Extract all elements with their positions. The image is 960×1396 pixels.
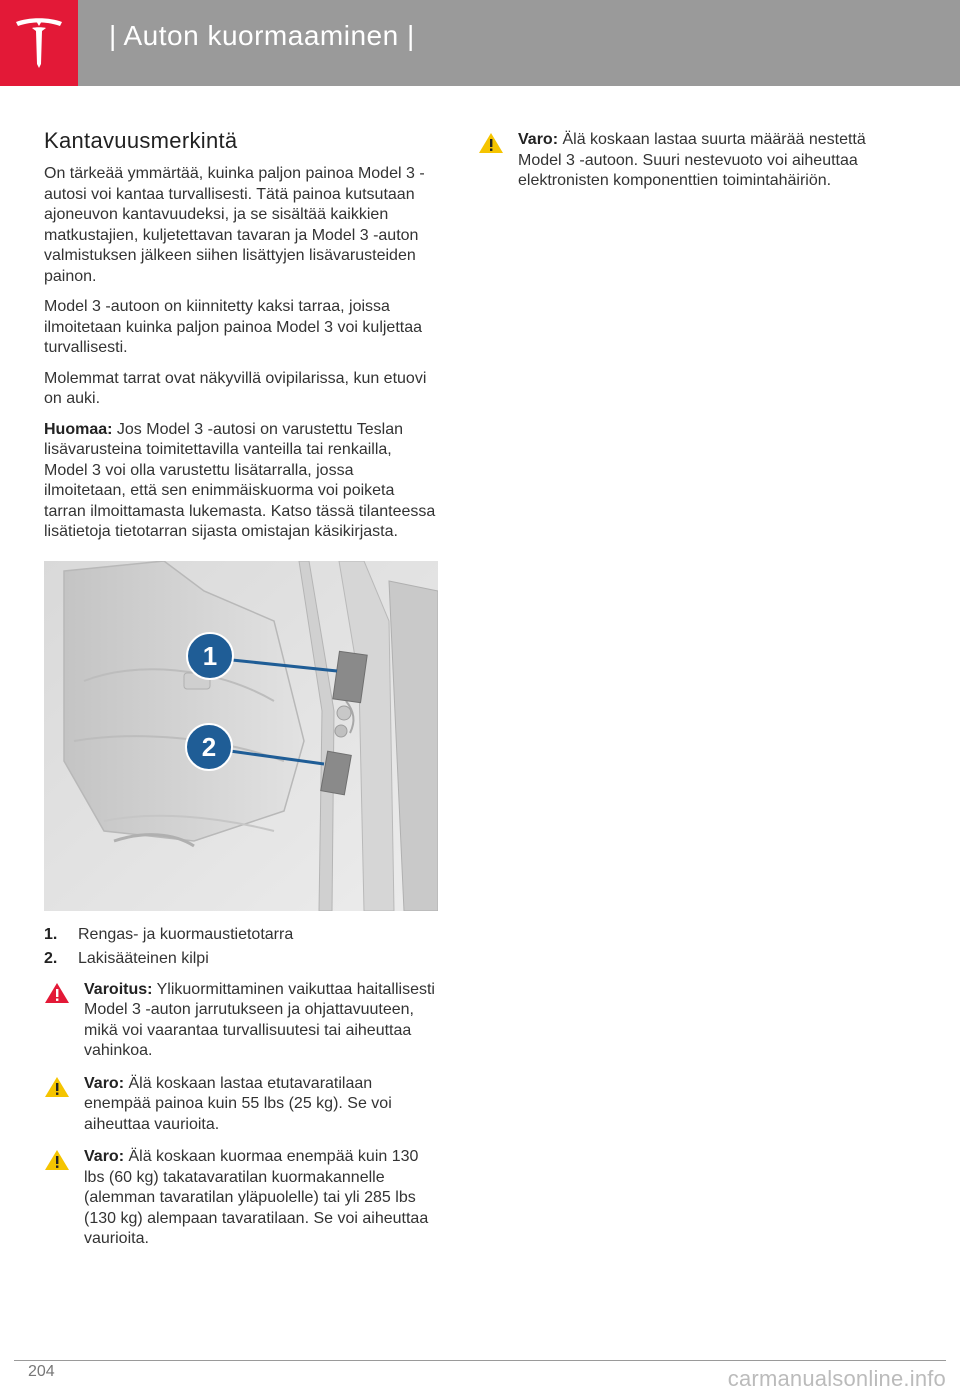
callout-1 — [187, 633, 233, 679]
section-heading: Kantavuusmerkintä — [44, 128, 238, 153]
watermark: carmanualsonline.info — [727, 1366, 946, 1391]
page-title: | Auton kuormaaminen | — [109, 20, 415, 51]
warning-callout: Varoitus: Ylikuormittaminen vaikuttaa haitallisesti Model 3 -auton jarrutukseen ja ohjattavuuteen, mikä voi vaarantaa turvallisuutesi tai aiheuttaa vahinkoa. — [44, 980, 438, 1062]
callout-2 — [186, 724, 232, 770]
door-pillar-illustration — [44, 561, 438, 911]
caution-yellow-icon — [44, 1149, 70, 1171]
brand-logo-box — [0, 0, 78, 86]
caution-callout: Varo: Älä koskaan lastaa etutavaratilaan enempää painoa kuin 55 lbs (25 kg). Se voi aiheuttaa vaurioita. — [44, 1074, 438, 1136]
svg-text:1: 1 — [202, 640, 218, 671]
left-column — [44, 128, 438, 1262]
car-door-pillar-image — [44, 561, 438, 911]
paragraph-1: On tärkeää ymmärtää, kuinka paljon painoa Model 3 -autosi voi kantaa turvallisesti. Tätä painoa kutsutaan ajoneuvon kantavuudeksi, ja se sisältää kaikkien matkustajien, kuljetettavan tavaran ja Model 3 -auton valmistuksen jälkeen siihen lisättyjen lisävarusteiden painon. — [44, 165, 425, 285]
caution-yellow-icon — [44, 1076, 70, 1098]
paragraph-3: Molemmat tarrat ovat näkyvillä ovipilarissa, kun etuovi on auki. — [44, 369, 427, 407]
paragraph-2: Model 3 -autoon on kiinnitetty kaksi tarraa, joissa ilmoitetaan kuinka paljon painoa Model 3 voi kuljettaa turvallisesti. — [44, 298, 423, 356]
caution-callout: Varo: Älä koskaan lastaa suurta määrää nestettä Model 3 -autoon. Suuri nestevuoto voi aiheuttaa elektronisten komponenttien toimintahäiriön. — [478, 130, 878, 192]
note-label: Huomaa: — [44, 420, 113, 438]
list-item: 2. Lakisääteinen kilpi — [44, 950, 209, 967]
note-text: Jos Model 3 -autosi on varustettu Teslan lisävarusteina toimitettavilla vanteilla tai renkailla, Model 3 voi olla varustettu lisätarralla, jossa ilmoitetaan, että sen enimmäiskuorma voi poiketa tarran ilmoittamasta lukemasta. Katso tässä tilanteessa lisätietoja tietotarran sijasta omistajan käsikirjasta. — [44, 420, 436, 540]
page-number: 204 — [28, 1363, 55, 1380]
page-header — [0, 0, 960, 86]
caution-yellow-icon — [478, 132, 504, 154]
caution-callout: Varo: Älä koskaan kuormaa enempää kuin 130 lbs (60 kg) takatavaratilan kuormakannelle (alemman tavaratilan yläpuolelle) tai yli 285 lbs (130 kg) alempaan tavaratilaan. Se voi aiheuttaa vaurioita. — [44, 1147, 438, 1250]
note-paragraph — [44, 420, 438, 543]
right-column — [478, 128, 878, 204]
legend-list — [44, 925, 438, 970]
tesla-logo-icon — [14, 16, 64, 70]
warning-red-icon — [44, 982, 70, 1004]
svg-text:2: 2 — [201, 731, 217, 762]
tire-loading-label — [333, 651, 367, 702]
footer-divider — [14, 1360, 946, 1361]
list-item: 1. Rengas- ja kuormaustietotarra — [44, 925, 294, 943]
